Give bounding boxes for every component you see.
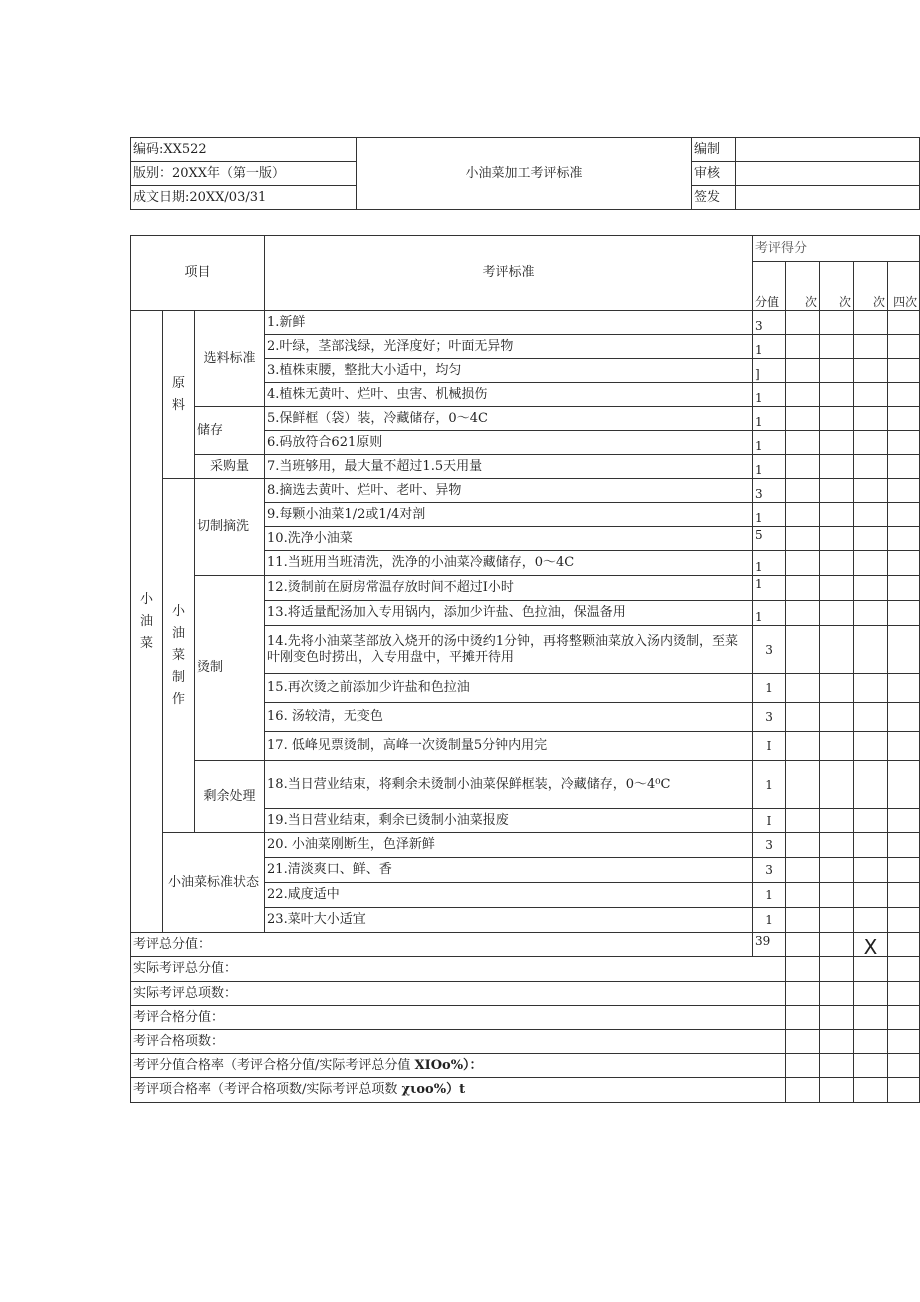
r3c4 — [888, 359, 920, 383]
r21c1 — [786, 858, 820, 883]
r18c4 — [888, 761, 920, 809]
r13c4 — [888, 601, 920, 626]
review-field — [736, 162, 920, 186]
r20c1 — [786, 833, 820, 858]
score-12: 1 — [753, 576, 786, 601]
cat-rest: 剩余处理 — [195, 761, 265, 833]
criteria-9: 9.每颗小油菜1/2或1/4对剖 — [265, 503, 753, 527]
score-3: ] — [753, 359, 786, 383]
r18c1 — [786, 761, 820, 809]
r11c1 — [786, 551, 820, 576]
total-c1 — [786, 933, 820, 957]
actual-count-label: 实际考评总项数： — [131, 982, 786, 1006]
r6c2 — [820, 431, 854, 455]
r17c2 — [820, 732, 854, 761]
r23c4 — [888, 908, 920, 933]
r2c2 — [820, 335, 854, 359]
criteria-21: 21.清淡爽口、鲜、香 — [265, 858, 753, 883]
r11c3 — [854, 551, 888, 576]
score-21: 3 — [753, 858, 786, 883]
group-xiaoyoucai-label: 小 油 菜 — [139, 591, 153, 651]
total-score-value: 39 — [753, 933, 786, 957]
criteria-15: 15.再次烫之前添加少许盐和色拉油 — [265, 674, 753, 703]
criteria-2: 2.叶绿，茎部浅绿，光泽度好；叶面无异物 — [265, 335, 753, 359]
r22c3 — [854, 883, 888, 908]
r3c1 — [786, 359, 820, 383]
cat-blanch: 烫制 — [195, 576, 265, 761]
rs-c1 — [786, 1054, 820, 1078]
at-c3 — [854, 957, 888, 982]
r20c3 — [854, 833, 888, 858]
cat-select: 选料标准 — [195, 311, 265, 407]
criteria-23: 23.菜叶大小适宜 — [265, 908, 753, 933]
score-1: 3 — [753, 311, 786, 335]
prepare-field — [736, 138, 920, 162]
r8c4 — [888, 479, 920, 503]
score-2: 1 — [753, 335, 786, 359]
label-prepare: 编制 — [692, 138, 736, 162]
header-table — [130, 137, 920, 210]
score-7: 1 — [753, 455, 786, 479]
r5c4 — [888, 407, 920, 431]
r17c1 — [786, 732, 820, 761]
r13c3 — [854, 601, 888, 626]
r5c3 — [854, 407, 888, 431]
r17c3 — [854, 732, 888, 761]
rate-score-prefix: 考评分值合格率（考评合格分值/实际考评总分值 — [133, 1057, 411, 1073]
r19c3 — [854, 809, 888, 833]
r3c3 — [854, 359, 888, 383]
rate-score-label — [131, 1054, 786, 1078]
criteria-6: 6.码放符合621原则 — [265, 431, 753, 455]
score-14: 3 — [753, 626, 786, 674]
r23c3 — [854, 908, 888, 933]
criteria-19: 19.当日营业结束，剩余已烫制小油菜报废 — [265, 809, 753, 833]
cat-store: 储存 — [195, 407, 265, 455]
doc-date: 成文日期:20XX/03/31 — [131, 186, 357, 210]
score-8: 3 — [753, 479, 786, 503]
r5c1 — [786, 407, 820, 431]
r22c1 — [786, 883, 820, 908]
at-c1 — [786, 957, 820, 982]
col-value-header: 分值 — [753, 262, 786, 311]
r16c3 — [854, 703, 888, 732]
criteria-20: 20. 小油菜刚断生，色泽新鲜 — [265, 833, 753, 858]
criteria-11: 11.当班用当班清洗，洗净的小油菜冷藏储存，0～4C — [265, 551, 753, 576]
pc-c1 — [786, 1030, 820, 1054]
r6c1 — [786, 431, 820, 455]
r9c3 — [854, 503, 888, 527]
score-18: 1 — [753, 761, 786, 809]
col-round4-header: 四次 — [888, 262, 920, 311]
score-10: 5 — [753, 527, 786, 551]
total-c2 — [820, 933, 854, 957]
rate-count-label — [131, 1078, 786, 1103]
r22c2 — [820, 883, 854, 908]
r6c4 — [888, 431, 920, 455]
r21c4 — [888, 858, 920, 883]
r7c3 — [854, 455, 888, 479]
r16c4 — [888, 703, 920, 732]
score-11: 1 — [753, 551, 786, 576]
doc-version: 版别：20XX年（第一版） — [131, 162, 357, 186]
criteria-16: 16. 汤较清，无变色 — [265, 703, 753, 732]
ps-c4 — [888, 1006, 920, 1030]
label-issue: 签发 — [692, 186, 736, 210]
r2c4 — [888, 335, 920, 359]
evaluation-table — [130, 235, 920, 1103]
cat-purchase: 采购量 — [195, 455, 265, 479]
r18c2 — [820, 761, 854, 809]
r20c2 — [820, 833, 854, 858]
r22c4 — [888, 883, 920, 908]
r14c2 — [820, 626, 854, 674]
r9c2 — [820, 503, 854, 527]
criteria-13: 13.将适量配汤加入专用锅内，添加少许盐、色拉油，保温备用 — [265, 601, 753, 626]
cat-state: 小油菜标准状态 — [163, 833, 265, 933]
r2c3 — [854, 335, 888, 359]
score-17: I — [753, 732, 786, 761]
score-16: 3 — [753, 703, 786, 732]
rs-c3 — [854, 1054, 888, 1078]
r12c4 — [888, 576, 920, 601]
r5c2 — [820, 407, 854, 431]
doc-title: 小油菜加工考评标准 — [357, 138, 692, 210]
r10c3 — [854, 527, 888, 551]
col-round3-header: 次 — [854, 262, 888, 311]
col-round1-header: 次 — [786, 262, 820, 311]
rc-c1 — [786, 1078, 820, 1103]
r7c4 — [888, 455, 920, 479]
score-22: 1 — [753, 883, 786, 908]
r1c2 — [820, 311, 854, 335]
col-round2-header: 次 — [820, 262, 854, 311]
rate-count-suffix: χιoo%）t — [401, 1082, 466, 1097]
total-c4 — [888, 933, 920, 957]
r1c4 — [888, 311, 920, 335]
ps-c1 — [786, 1006, 820, 1030]
r8c3 — [854, 479, 888, 503]
criteria-10: 10.洗净小油菜 — [265, 527, 753, 551]
r19c2 — [820, 809, 854, 833]
score-6: 1 — [753, 431, 786, 455]
ps-c2 — [820, 1006, 854, 1030]
r12c3 — [854, 576, 888, 601]
r9c1 — [786, 503, 820, 527]
r13c1 — [786, 601, 820, 626]
pc-c2 — [820, 1030, 854, 1054]
r20c4 — [888, 833, 920, 858]
r1c3 — [854, 311, 888, 335]
r13c2 — [820, 601, 854, 626]
r18c3 — [854, 761, 888, 809]
r4c3 — [854, 383, 888, 407]
r15c3 — [854, 674, 888, 703]
ac-c4 — [888, 982, 920, 1006]
score-4: 1 — [753, 383, 786, 407]
r7c1 — [786, 455, 820, 479]
criteria-7: 7.当班够用，最大量不超过1.5天用量 — [265, 455, 753, 479]
score-9: 1 — [753, 503, 786, 527]
pc-c4 — [888, 1030, 920, 1054]
r2c1 — [786, 335, 820, 359]
criteria-12: 12.烫制前在厨房常温存放时间不超过I小时 — [265, 576, 753, 601]
ps-c3 — [854, 1006, 888, 1030]
pass-score-label: 考评合格分值： — [131, 1006, 786, 1030]
r15c2 — [820, 674, 854, 703]
r12c2 — [820, 576, 854, 601]
score-13: 1 — [753, 601, 786, 626]
r21c3 — [854, 858, 888, 883]
r17c4 — [888, 732, 920, 761]
r21c2 — [820, 858, 854, 883]
rs-c2 — [820, 1054, 854, 1078]
criteria-17: 17. 低峰见票烫制，高峰一次烫制量5分钟内用完 — [265, 732, 753, 761]
r12c1 — [786, 576, 820, 601]
r23c2 — [820, 908, 854, 933]
r15c1 — [786, 674, 820, 703]
label-review: 审核 — [692, 162, 736, 186]
rate-count-prefix: 考评项合格率（考评合格项数/实际考评总项数 — [133, 1082, 398, 1097]
ac-c2 — [820, 982, 854, 1006]
criteria-1: 1.新鲜 — [265, 311, 753, 335]
r11c2 — [820, 551, 854, 576]
at-c2 — [820, 957, 854, 982]
r8c1 — [786, 479, 820, 503]
r3c2 — [820, 359, 854, 383]
r9c4 — [888, 503, 920, 527]
col-score-group-header: 考评得分 — [753, 236, 920, 262]
rc-c2 — [820, 1078, 854, 1103]
r14c3 — [854, 626, 888, 674]
score-15: 1 — [753, 674, 786, 703]
group-xiaoyoucai — [131, 311, 163, 933]
r4c1 — [786, 383, 820, 407]
actual-total-label: 实际考评总分值： — [131, 957, 786, 982]
criteria-3: 3.植株束腰，整批大小适中，均匀 — [265, 359, 753, 383]
at-c4 — [888, 957, 920, 982]
r11c4 — [888, 551, 920, 576]
criteria-18: 18.当日营业结束，将剩余未烫制小油菜保鲜框装，冷藏储存，0～4⁰C — [265, 761, 753, 809]
col-item-header: 项目 — [131, 236, 265, 311]
r4c2 — [820, 383, 854, 407]
rate-score-suffix: XIOo%）： — [414, 1057, 483, 1073]
criteria-8: 8.摘选去黄叶、烂叶、老叶、异物 — [265, 479, 753, 503]
r8c2 — [820, 479, 854, 503]
r10c1 — [786, 527, 820, 551]
total-x-mark: X — [854, 933, 888, 957]
sub-raw-label: 原 料 — [171, 375, 185, 413]
sub-making — [163, 479, 195, 833]
score-5: 1 — [753, 407, 786, 431]
r10c2 — [820, 527, 854, 551]
r14c4 — [888, 626, 920, 674]
criteria-22: 22.咸度适中 — [265, 883, 753, 908]
ac-c3 — [854, 982, 888, 1006]
r19c1 — [786, 809, 820, 833]
score-19: I — [753, 809, 786, 833]
ac-c1 — [786, 982, 820, 1006]
sub-making-label: 小 油 菜 制 作 — [171, 603, 185, 707]
rc-c3 — [854, 1078, 888, 1103]
issue-field — [736, 186, 920, 210]
score-20: 3 — [753, 833, 786, 858]
total-score-label: 考评总分值： — [131, 933, 753, 957]
r16c1 — [786, 703, 820, 732]
criteria-4: 4.植株无黄叶、烂叶、虫害、机械损伤 — [265, 383, 753, 407]
r16c2 — [820, 703, 854, 732]
cat-cut: 切制摘洗 — [195, 479, 265, 576]
col-criteria-header: 考评标准 — [265, 236, 753, 311]
r1c1 — [786, 311, 820, 335]
pc-c3 — [854, 1030, 888, 1054]
score-23: 1 — [753, 908, 786, 933]
rs-c4 — [888, 1054, 920, 1078]
r6c3 — [854, 431, 888, 455]
criteria-14: 14.先将小油菜茎部放入烧开的汤中烫约1分钟，再将整颗油菜放入汤内烫制，至菜叶刚变色时捞出，入专用盘中，平摊开待用 — [265, 626, 753, 674]
r7c2 — [820, 455, 854, 479]
criteria-5: 5.保鲜框（袋）装，冷藏储存，0～4C — [265, 407, 753, 431]
sub-raw-material — [163, 311, 195, 479]
r15c4 — [888, 674, 920, 703]
pass-count-label: 考评合格项数： — [131, 1030, 786, 1054]
r10c4 — [888, 527, 920, 551]
r4c4 — [888, 383, 920, 407]
r14c1 — [786, 626, 820, 674]
rc-c4 — [888, 1078, 920, 1103]
r23c1 — [786, 908, 820, 933]
doc-code: 编码:XX522 — [131, 138, 357, 162]
r19c4 — [888, 809, 920, 833]
